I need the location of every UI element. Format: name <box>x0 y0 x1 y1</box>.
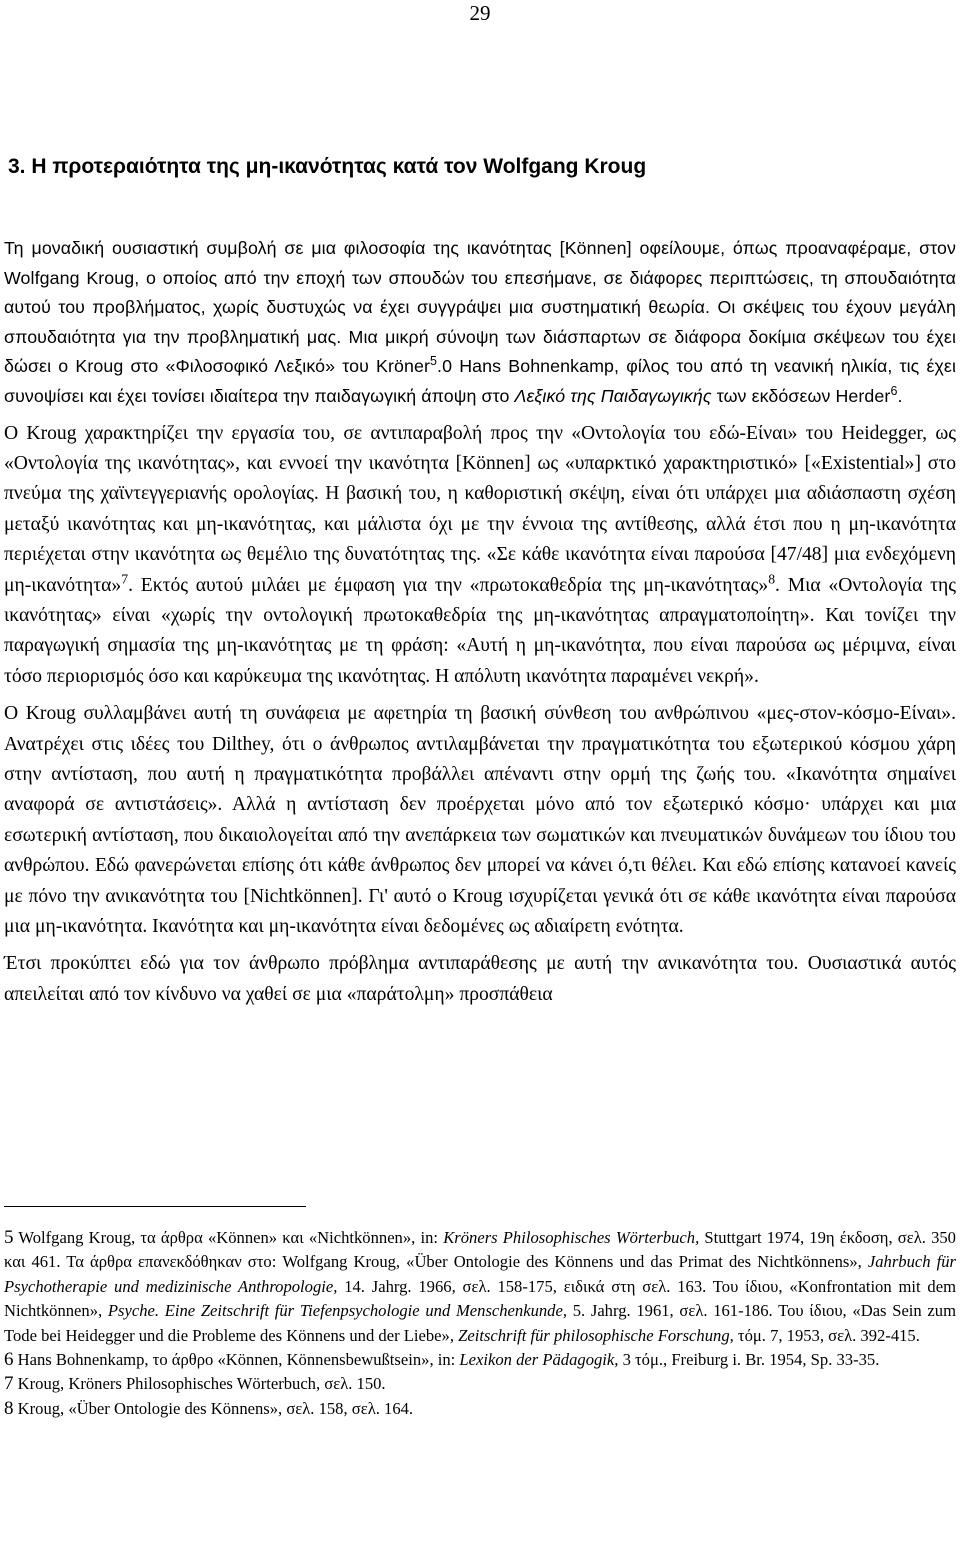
footnote-ref-8[interactable]: 8 <box>768 571 776 587</box>
italic-title: Λεξικό της Παιδαγωγικής <box>514 385 712 406</box>
footnote-6: 6 Hans Bohnenkamp, το άρθρο «Können, Könnensbewußtsein», in: Lexikon der Pädagogik, 3 τόμ., Freiburg i. Br. 1954, Sp. 33-35. <box>4 1349 880 1371</box>
footnote-number: 5 <box>4 1227 14 1248</box>
footnote-separator <box>4 1206 306 1207</box>
paragraph-2: Ο Kroug χαρακτηρίζει την εργασία του, σε αντιπαραβολή προς την «Οντολογία του εδώ-Είναι» του Heidegger, ως «Οντολογία της ικανότητας», και εννοεί την ικανότητα [Können] ως «υπαρκτικό χαρακτηριστικό» [«Existential»] στο πνεύμα της χαϊντεγγεριανής ορολογίας. Η βασική του, η καθοριστική σκέψη, είναι ότι υπάρχει μια αδιάσπαστη σχέση μεταξύ ικανότητας και μη-ικανότητας, και μάλιστα όχι με την έννοια της αντίθεσης, αλλά έτσι που η μη-ικανότητα περιέχεται στην ικανότητα ως θεμέλιο της δυνατότητας της. «Σε κάθε ικανότητα είναι παρούσα [47/48] μια ενδεχόμενη μη-ικανότητα»$^7$. Εκτός αυτού μιλάει με έμφαση για την «πρωτοκαθεδρία της μη-ικανότητας»$^8$. Μια «Οντολογία της ικανότητας» είναι «χωρίς την οντολογική πρωτοκαθεδρία της μη-ικανότητας απραγματοποίητη». Και τονίζει την παραγωγική σημασία της μη-ικανότητας με τη φράση: «Αυτή η μη-ικανότητα, που είναι παρούσα ως μέριμνα, είναι τόσο περιορισμός όσο και καρύκευμα της ικανότητας. Η απόλυτη ικανότητα παραμένει νεκρή». <box>4 422 956 687</box>
footnote-ref-6[interactable]: 6 <box>890 384 898 399</box>
footnotes <box>4 1226 956 1421</box>
footnote-number: 8 <box>4 1397 14 1419</box>
footnote-8: 8 Kroug, «Über Ontologie des Könnens», σελ. 158, σελ. 164. <box>4 1397 414 1419</box>
paragraph-3: Ο Kroug συλλαμβάνει αυτή τη συνάφεια με αφετηρία τη βασική σύνθεση του ανθρώπινου «μες-στον-κόσμο-Είναι». Ανατρέχει στις ιδέες του Dilthey, ότι ο άνθρωπος αντιλαμβάνεται την πραγματικότητα του εξωτερικού κόσμου χάρη στην αντίσταση, που αυτή η πραγματικότητα προβάλλει απέναντι στην ορμή της ζωής του. «Ικανότητα σημαίνει αναφορά σε αντιστάσεις». Αλλά η αντίσταση δεν προέρχεται μόνο από τον εξωτερικό κόσμο· υπάρχει και μια εσωτερική αντίσταση, που δικαιολογείται από την ανεπάρκεια των σωματικών και πνευματικών δυνάμεων του ίδιου του ανθρώπου. Εδώ φανερώνεται επίσης ότι κάθε άνθρωπος δεν μπορεί να κάνει ό,τι θέλει. Και εδώ επίσης κατανοεί κανείς με πόνο την ανικανότητα του [Nichtkönnen]. Γι' αυτό ο Kroug ισχυρίζεται γενικά ότι σε κάθε ικανότητα είναι παρούσα μια μη-ικανότητα. Ικανότητα και μη-ικανότητα είναι δεδομένες ως αδιαίρετη ενότητα. <box>4 703 956 938</box>
footnote-number: 6 <box>4 1349 14 1371</box>
footnote-number: 7 <box>4 1373 14 1395</box>
footnote-7: 7 Kroug, Kröners Philosophisches Wörterbuch, σελ. 150. <box>4 1373 386 1395</box>
paragraph-1: Τη μοναδική ουσιαστική συμβολή σε μια φιλοσοφία της ικανότητας [Können] οφείλουμε, όπως προαναφέραμε, στον Wolfgang Kroug, ο οποίος από την εποχή των σπουδών του επεσήμανε, σε διάφορες περιπτώσεις, τη σπουδαιότητα αυτού του προβλήματος, χωρίς δυστυχώς να έχει συγγράψει μια συστηματική θεωρία. Οι σκέψεις του έχουν μεγάλη σπουδαιότητα για την προβληματική μας. Μια μικρή σύνοψη των διάσπαρτων σε διάφορα δοκίμια σκέψεων του έχει δώσει ο Kroug στο «Φιλοσοφικό Λεξικό» του Kröner$^5$.0 Hans Bohnenkamp, φίλος του από τη νεανική ηλικία, τις έχει συνοψίσει και έχει τονίσει ιδιαίτερα την παιδαγωγική άποψη στο Λεξικό της Παιδαγωγικής των εκδόσεων Herder$^6$. <box>4 238 957 406</box>
footnote-5: 5 Wolfgang Kroug, τα άρθρα «Können» και «Nichtkönnen», in: Kröners Philosophisches Wörterbuch, Stuttgart 1974, 19η έκδοση, σελ. 350 και 461. Τα άρθρα επανεκδόθηκαν στο: Wolfgang Kroug, «Über Ontologie des Könnens und das Primat des Nichtkönnens», Jahrbuch für Psychotherapie und medizinische Anthropologie, 14. Jahrg. 1966, σελ. 158-175, ειδικά στη σελ. 163. Του ίδιου, «Konfrontation mit dem Nichtkönnen», Psyche. Eine Zeitschrift für Tiefenpsychologie und Menschenkunde, 5. Jahrg. 1961, σελ. 161-186. Του ίδιου, «Das Sein zum Tode bei Heidegger und die Probleme des Könnens und der Liebe», Zeitschrift für philosophische Forschung, τόμ. 7, 1953, σελ. 392-415. <box>4 1227 956 1345</box>
paragraph-4: Έτσι προκύπτει εδώ για τον άνθρωπο πρόβλημα αντιπαράθεσης με αυτή την ανικανότητα του. Ουσιαστικά αυτός απειλείται από τον κίνδυνο να χαθεί σε μια «παράτολμη» προσπάθεια <box>4 953 956 1005</box>
footnote-ref-5[interactable]: 5 <box>430 354 438 369</box>
body-text <box>4 234 956 1010</box>
footnote-ref-7[interactable]: 7 <box>121 571 129 587</box>
section-heading: 3. Η προτεραιότητα της μη-ικανότητας κατά τον Wolfgang Kroug <box>8 155 647 178</box>
page-number: 29 <box>469 1 491 25</box>
